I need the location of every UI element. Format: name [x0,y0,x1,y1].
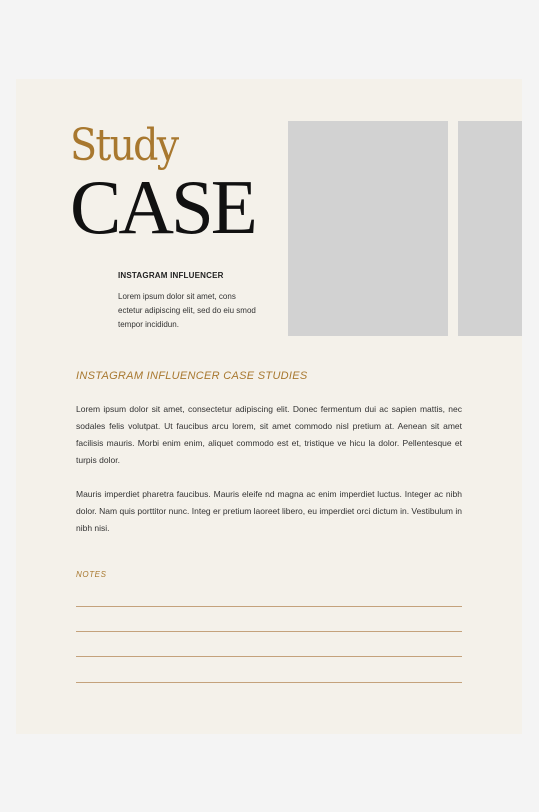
notes-label: NOTES [76,570,107,579]
body-paragraph-1: Lorem ipsum dolor sit amet, consectetur adipiscing elit. Donec fermentum dui ac sapien mattis, nec sodales felis volutpat. Ut faucibus arcu lorem, sit amet commodo nisl pretium at. Aenean sit amet facilisis mauris. Morbi enim enim, aliquet commodo est et, tristique ve hicu la dolor. Pellentesque et turpis dolor. [76,404,462,465]
image-placeholder-main [288,121,448,336]
document-page [16,79,522,734]
notes-line [76,606,462,607]
section-heading: INSTAGRAM INFLUENCER CASE STUDIES [76,370,308,382]
notes-line [76,631,462,632]
subtitle-text: Lorem ipsum dolor sit amet, cons ectetur adipiscing elit, sed do eiu smod tempor incididun. [118,292,256,329]
title-case: CASE [70,164,255,250]
subtitle-label: INSTAGRAM INFLUENCER [118,271,224,280]
notes-line [76,656,462,657]
image-placeholder-side [458,121,522,336]
notes-line [76,682,462,683]
title-study: Study [70,120,178,171]
body-paragraph-2: Mauris imperdiet pharetra faucibus. Mauris eleife nd magna ac enim imperdiet luctus. Integer ac nibh dolor. Nam quis porttitor nunc. Integ er pretium laoreet libero, eu imperdiet orci dictum in. Vestibulum in nibh nisi. [76,489,462,533]
